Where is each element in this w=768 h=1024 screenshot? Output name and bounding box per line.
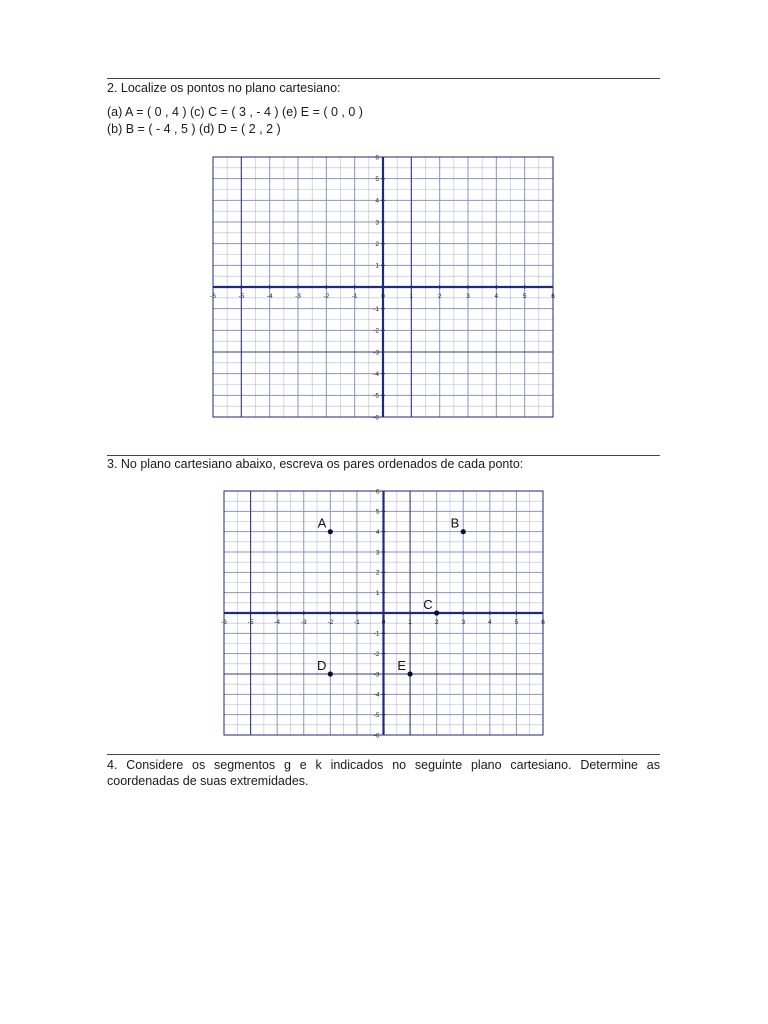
point-label-d: D <box>316 658 327 673</box>
x-tick-label: -4 <box>266 293 273 300</box>
x-tick-label: 0 <box>381 293 385 300</box>
x-tick-label: 6 <box>541 619 545 626</box>
y-tick-label: -1 <box>373 305 379 313</box>
y-tick-label: 4 <box>375 197 379 205</box>
x-tick-label: -4 <box>274 619 281 626</box>
point-label-c: C <box>423 597 433 612</box>
x-tick-label: -2 <box>327 619 334 626</box>
data-point-e <box>407 671 412 676</box>
x-tick-label: 2 <box>437 293 442 300</box>
y-tick-label: -5 <box>373 711 380 719</box>
y-tick-label: -2 <box>373 327 379 335</box>
q2-points-line-2: (b) B = ( - 4 , 5 ) (d) D = ( 2 , 2 ) <box>107 122 281 136</box>
y-tick-label: -3 <box>373 671 380 679</box>
y-tick-label: -4 <box>373 691 380 699</box>
y-tick-label: 3 <box>375 549 380 557</box>
y-tick-label: -6 <box>373 732 380 740</box>
q2-points-line-1: (a) A = ( 0 , 4 ) (c) C = ( 3 , - 4 ) (e) E = ( 0 , 0 ) <box>107 105 363 119</box>
y-tick-label: -4 <box>373 370 379 378</box>
cartesian-plane-q2 <box>210 154 555 422</box>
x-tick-label: 1 <box>408 619 412 626</box>
x-tick-label: 3 <box>461 619 466 626</box>
x-tick-label: 5 <box>522 293 527 300</box>
x-tick-label: -5 <box>247 619 254 626</box>
data-point-c <box>434 610 439 615</box>
point-label-e: E <box>397 658 407 673</box>
x-tick-label: -6 <box>210 293 216 300</box>
x-tick-label: -2 <box>323 293 330 300</box>
divider-q4 <box>107 754 660 755</box>
y-tick-label: -6 <box>373 414 379 422</box>
x-tick-label: -1 <box>351 293 358 300</box>
y-tick-label: 5 <box>375 508 380 516</box>
q4-text: 4. Considere os segmentos g e k indicados no seguinte plano cartesiano. Determine as coordenadas de suas extremidades. <box>107 758 660 788</box>
y-tick-label: 1 <box>375 589 380 597</box>
x-tick-label: 1 <box>409 293 414 300</box>
x-tick-label: -5 <box>238 293 245 300</box>
y-tick-label: 4 <box>375 528 380 536</box>
y-tick-label: 3 <box>375 219 379 227</box>
y-tick-label: -2 <box>373 650 380 658</box>
x-tick-label: -1 <box>354 619 360 626</box>
x-tick-label: -3 <box>300 619 307 626</box>
x-tick-label: 6 <box>551 293 555 300</box>
x-tick-label: 2 <box>434 619 439 626</box>
data-point-d <box>328 671 333 676</box>
point-label-a: A <box>317 515 327 531</box>
point-label-b: B <box>450 515 460 531</box>
x-tick-label: 5 <box>514 619 519 626</box>
x-tick-label: 3 <box>466 293 470 300</box>
q2-title: 2. Localize os pontos no plano cartesiano: <box>107 81 341 95</box>
y-tick-label: 2 <box>375 240 379 248</box>
x-tick-label: -6 <box>221 619 227 626</box>
x-tick-label: 4 <box>488 619 492 626</box>
y-tick-label: 6 <box>375 154 379 162</box>
y-tick-label: 2 <box>375 569 380 577</box>
y-tick-label: 1 <box>375 262 379 270</box>
data-point-a <box>328 529 333 534</box>
y-tick-label: -1 <box>373 630 380 638</box>
cartesian-plane-q3 <box>221 488 545 740</box>
y-tick-label: -5 <box>373 392 379 400</box>
x-tick-label: 4 <box>494 293 499 300</box>
x-tick-label: 0 <box>381 619 386 626</box>
y-tick-label: 6 <box>375 488 380 496</box>
data-point-b <box>461 529 466 534</box>
q3-title: 3. No plano cartesiano abaixo, escreva os pares ordenados de cada ponto: <box>107 457 524 471</box>
x-tick-label: -3 <box>295 293 301 300</box>
divider-q2 <box>107 78 660 79</box>
y-tick-label: -3 <box>373 349 379 357</box>
y-tick-label: 5 <box>375 175 379 183</box>
